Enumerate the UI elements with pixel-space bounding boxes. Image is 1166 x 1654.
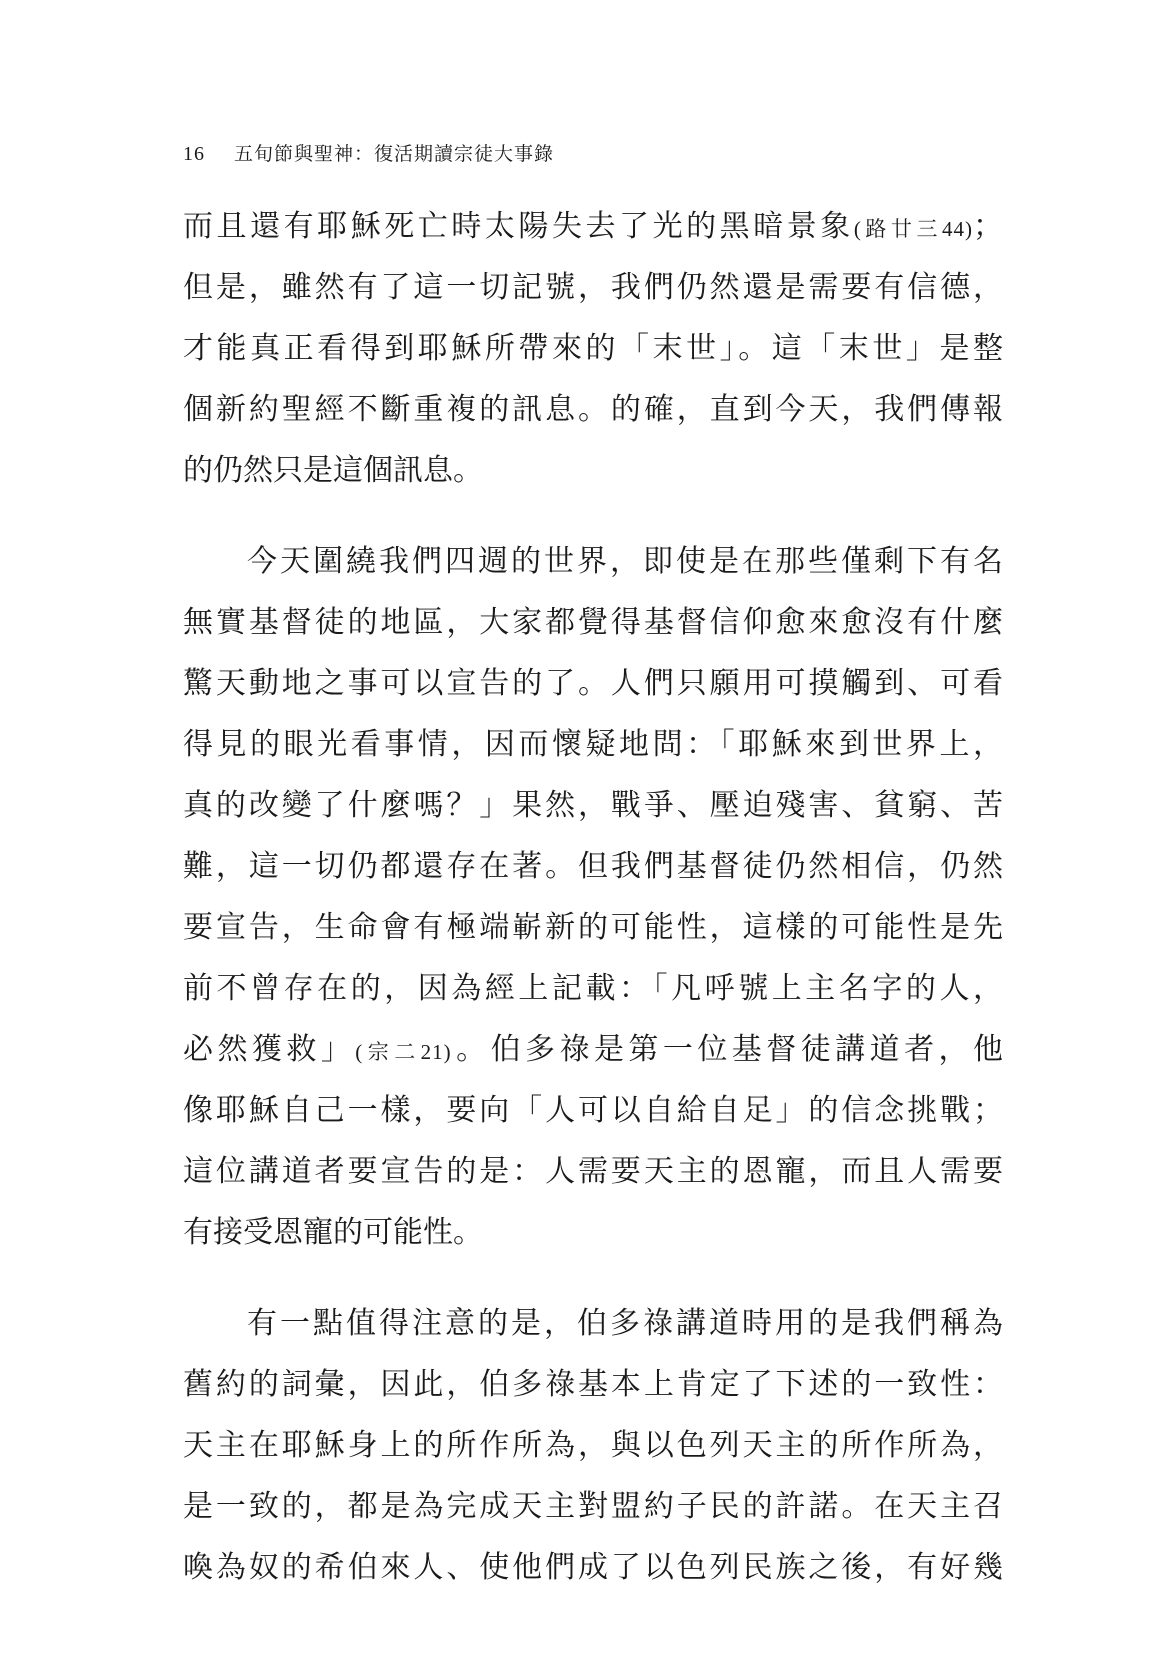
text-line: 是一致的，都是為完成天主對盟約子民的許諾。在天主召 — [183, 1489, 1003, 1524]
text-line: 難，這一切仍都還存在著。但我們基督徒仍然相信，仍然 — [183, 849, 1003, 884]
text-line: 舊約的詞彙，因此，伯多祿基本上肯定了下述的一致性： — [183, 1367, 1003, 1402]
text-line: 真的改變了什麼嗎？」果然，戰爭、壓迫殘害、貧窮、苦 — [183, 788, 1003, 823]
text-line: 有一點值得注意的是，伯多祿講道時用的是我們稱為 — [247, 1306, 1003, 1341]
text-line: 有接受恩寵的可能性。 — [183, 1215, 483, 1250]
text-line: 的仍然只是這個訊息。 — [183, 453, 483, 488]
text-line: 天主在耶穌身上的所作所為，與以色列天主的所作所為， — [183, 1428, 1003, 1463]
paragraph — [183, 1293, 1003, 1598]
text-line: 但是，雖然有了這一切記號，我們仍然還是需要有信德， — [183, 270, 1003, 305]
text-line: 個新約聖經不斷重複的訊息。的確，直到今天，我們傳報 — [183, 392, 1003, 427]
text-line: 得見的眼光看事情，因而懷疑地問：「耶穌來到世界上， — [183, 727, 1003, 762]
paragraph — [183, 531, 1003, 1263]
text-line: 這位講道者要宣告的是：人需要天主的恩寵，而且人需要 — [183, 1154, 1003, 1189]
text-line: 喚為奴的希伯來人、使他們成了以色列民族之後，有好幾 — [183, 1550, 1003, 1585]
scripture-reference: (宗二21) — [355, 1040, 452, 1064]
book-title: 五旬節與聖神：復活期讀宗徒大事錄 — [234, 143, 555, 165]
text-line: 才能真正看得到耶穌所帶來的「末世」。這「末世」是整 — [183, 331, 1003, 366]
running-header — [183, 142, 554, 166]
scripture-reference: (路廿三44) — [853, 217, 973, 241]
text-line: 要宣告，生命會有極端嶄新的可能性，這樣的可能性是先 — [183, 910, 1003, 945]
text-segment: 而且還有耶穌死亡時太陽失去了光的黑暗景象 — [183, 209, 854, 244]
text-segment: ； — [973, 209, 1003, 244]
page-number: 16 — [183, 143, 205, 165]
body-text — [183, 196, 1003, 1598]
text-line — [183, 196, 1003, 257]
text-line: 像耶穌自己一樣，要向「人可以自給自足」的信念挑戰； — [183, 1093, 1003, 1128]
text-segment: 。伯多祿是第一位基督徒講道者，他 — [451, 1032, 1004, 1067]
text-line: 今天圍繞我們四週的世界，即使是在那些僅剩下有名 — [247, 544, 1003, 579]
text-line: 前不曾存在的，因為經上記載：「凡呼號上主名字的人， — [183, 971, 1003, 1006]
paragraph-gap — [183, 1263, 1003, 1293]
paragraph — [183, 196, 1003, 501]
paragraph-gap — [183, 501, 1003, 531]
text-segment: 必然獲救」 — [183, 1032, 356, 1067]
text-line: 驚天動地之事可以宣告的了。人們只願用可摸觸到、可看 — [183, 666, 1003, 701]
text-line: 無實基督徒的地區，大家都覺得基督信仰愈來愈沒有什麼 — [183, 605, 1003, 640]
text-line — [183, 1019, 1003, 1080]
